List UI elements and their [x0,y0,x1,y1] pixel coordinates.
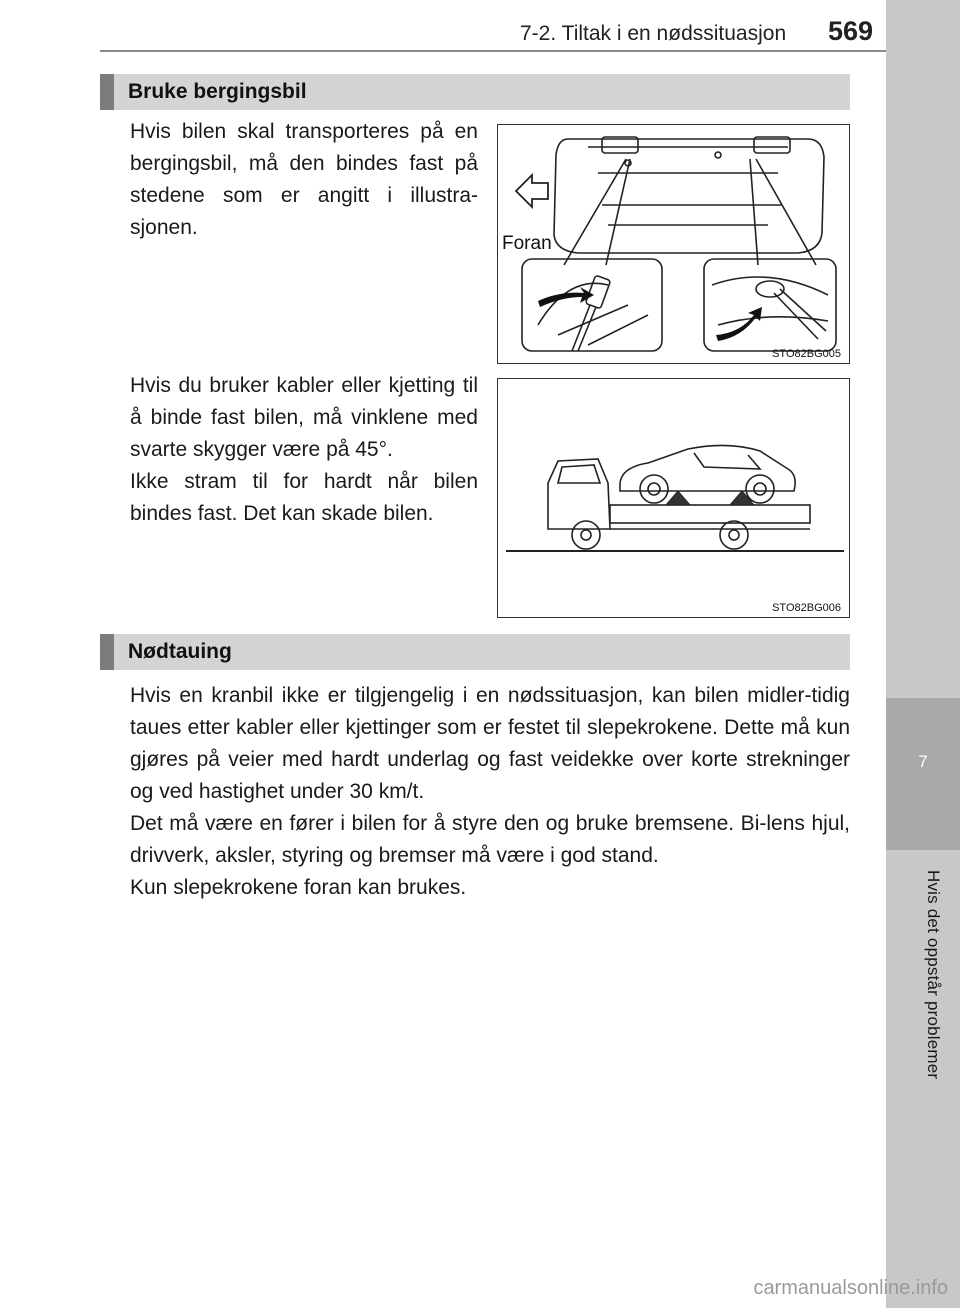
paragraph-front-hooks-only: Kun slepekrokene foran kan brukes. [130,876,467,899]
chapter-number: 7 [918,752,928,771]
paragraph-tighten-warning: Ikke stram til for hardt når bilen bindes fast. Det kan skade bilen. [130,470,478,525]
section-heading-emergency-towing [100,634,850,670]
figure-car-on-tow-truck [497,378,850,618]
figure-code: STO82BG006 [772,602,841,614]
paragraph-driver-required: Det må være en fører i bilen for å styre den og bruke bremsene. Bi-lens hjul, drivverk, aksler, styring og bremser må være i god stand. [130,812,850,867]
header-divider [100,50,886,52]
figure-tie-down-points [497,124,850,364]
section-heading-text: Nødtauing [128,640,232,663]
chapter-tab [886,698,960,850]
watermark: carmanualsonline.info [753,1277,948,1299]
page-number: 569 [828,16,874,46]
arrow-left-icon [516,175,548,207]
running-header-section: 7-2. Tiltak i en nødssituasjon [520,22,787,45]
section-heading-text: Bruke bergingsbil [128,80,307,103]
paragraph-cables-angle: Hvis du bruker kabler eller kjetting til å binde fast bilen, må vinklene med svarte skygger være på 45°. [130,374,478,461]
tow-truck-illustration [498,379,849,617]
paragraph-transport: Hvis bilen skal transporteres på en bergingsbil, må den bindes fast på stedene som er angitt i illustra-sjonen. [130,120,478,239]
section-heading-tow-truck [100,74,850,110]
chapter-title: Hvis det oppstår problemer [924,870,943,1080]
front-label: Foran [502,233,552,254]
paragraph-emergency-towing: Hvis en kranbil ikke er tilgjengelig i en nødssituasjon, kan bilen midler-tidig taues etter kabler eller kjettinger som er festet til slepekrokene. Dette må kun gjøres på veier med hardt underlag og fast veidekke over korte strekninger og ved hastighet under 30 km/t. [130,684,850,803]
chapter-sidebar [886,0,960,1308]
figure-code: STO82BG005 [772,348,841,360]
